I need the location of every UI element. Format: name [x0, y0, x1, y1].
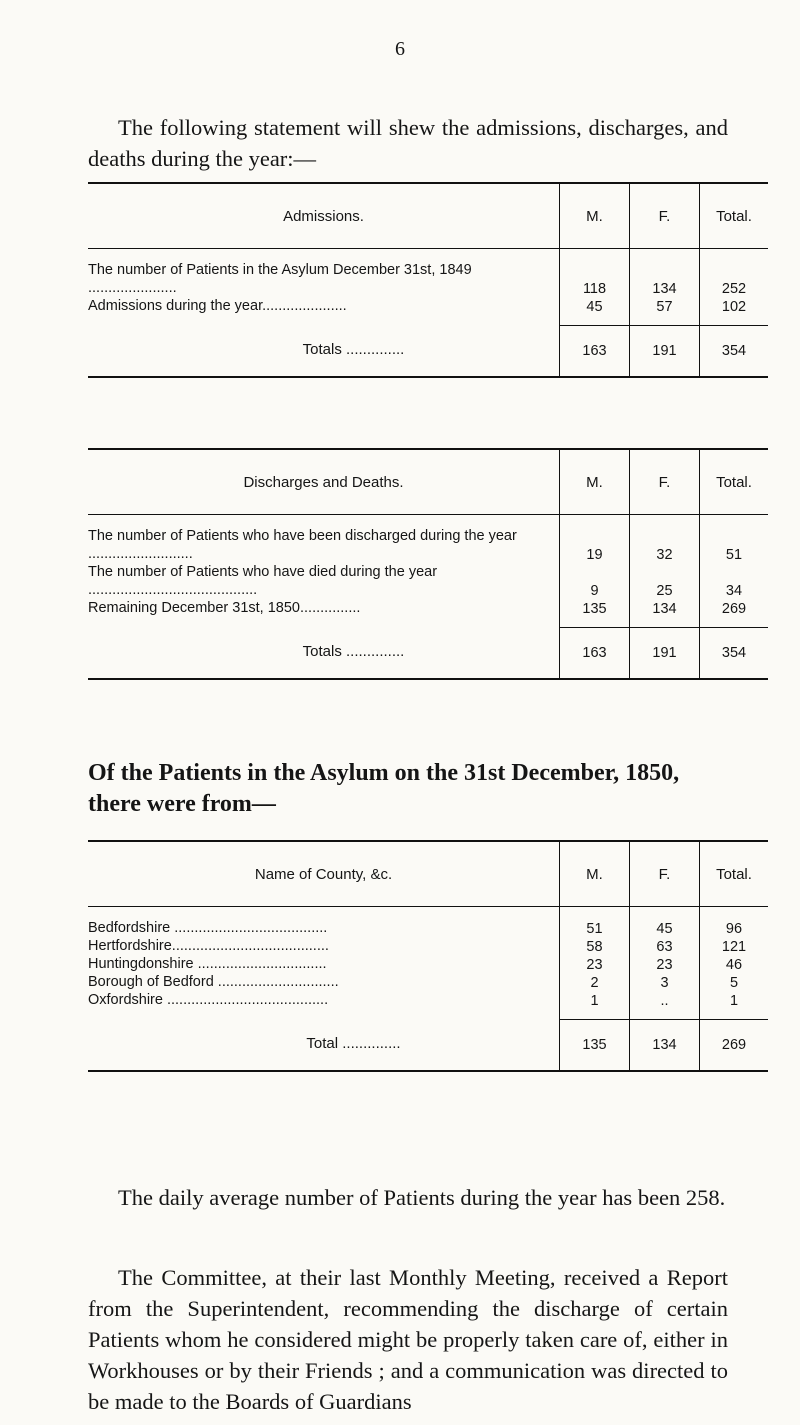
cell-f: 63: [630, 937, 700, 955]
cell-m: 23: [560, 955, 630, 973]
totals-row: [88, 1019, 768, 1071]
cell-total: 46: [700, 955, 769, 973]
totals-label: Totals ..............: [302, 643, 405, 661]
cell-m: 135: [560, 1019, 630, 1071]
cell-total: 354: [700, 325, 769, 377]
cell-total: 121: [700, 937, 769, 955]
totals-label: Total ..............: [306, 1035, 401, 1053]
cell-m: 1: [560, 991, 630, 1019]
cell-f: 25: [630, 563, 700, 599]
cell-total: 269: [700, 599, 769, 627]
table-row: [88, 249, 768, 298]
cell-f: 134: [630, 599, 700, 627]
row-label: Hertfordshire.......................................: [88, 938, 329, 954]
cell-f: 191: [630, 325, 700, 377]
discharges-table: [88, 448, 768, 680]
cell-m: 118: [560, 249, 630, 298]
cell-f: 134: [630, 249, 700, 298]
cell-f: 57: [630, 297, 700, 325]
cell-m: 163: [560, 627, 630, 679]
county-table: [88, 840, 768, 1072]
table-row: [88, 937, 768, 955]
cell-m: 58: [560, 937, 630, 955]
cell-f: 3: [630, 973, 700, 991]
row-label: Bedfordshire ......................................: [88, 920, 328, 936]
county-header-f: F.: [630, 841, 700, 907]
cell-m: 51: [560, 907, 630, 938]
discharges-header-f: F.: [630, 449, 700, 515]
cell-f: 45: [630, 907, 700, 938]
cell-m: 45: [560, 297, 630, 325]
discharges-header-m: M.: [560, 449, 630, 515]
cell-total: 354: [700, 627, 769, 679]
cell-total: 34: [700, 563, 769, 599]
cell-f: ..: [630, 991, 700, 1019]
daily-average-paragraph: The daily average number of Patients during the year has been 258.: [118, 1185, 726, 1210]
cell-m: 9: [560, 563, 630, 599]
totals-row: [88, 627, 768, 679]
admissions-header-label: Admissions.: [88, 183, 560, 249]
cell-m: 19: [560, 515, 630, 564]
cell-total: 96: [700, 907, 769, 938]
admissions-header-total: Total.: [700, 183, 769, 249]
cell-f: 23: [630, 955, 700, 973]
admissions-header-f: F.: [630, 183, 700, 249]
table-row: [88, 991, 768, 1019]
cell-f: 191: [630, 627, 700, 679]
table-row: [88, 599, 768, 627]
cell-total: 51: [700, 515, 769, 564]
committee-paragraph: The Committee, at their last Monthly Meeting, received a Report from the Superintendent, recommending the discharge of certain Patients whom he considered might be properly taken care of, either in Workhouses or by their Friends ; and a communication was directed to be made to the Boards of Guardians: [88, 1265, 728, 1414]
cell-total: 5: [700, 973, 769, 991]
row-label: The number of Patients in the Asylum December 31st, 1849 ......................: [88, 262, 472, 296]
cell-total: 102: [700, 297, 769, 325]
cell-total: 1: [700, 991, 769, 1019]
county-header-total: Total.: [700, 841, 769, 907]
row-label: Remaining December 31st, 1850...............: [88, 600, 361, 616]
table-row: [88, 907, 768, 938]
row-label: The number of Patients who have died during the year ..........................................: [88, 564, 438, 598]
page-number: 6: [395, 38, 405, 60]
admissions-table: [88, 182, 768, 378]
cell-f: 32: [630, 515, 700, 564]
table-row: [88, 955, 768, 973]
row-label: The number of Patients who have been discharged during the year ..........................: [88, 528, 517, 562]
cell-f: 134: [630, 1019, 700, 1071]
cell-m: 163: [560, 325, 630, 377]
county-header-m: M.: [560, 841, 630, 907]
county-header-label: Name of County, &c.: [88, 841, 560, 907]
row-label: Huntingdonshire ................................: [88, 956, 327, 972]
county-heading: Of the Patients in the Asylum on the 31st December, 1850, there were from—: [88, 760, 680, 817]
admissions-header-m: M.: [560, 183, 630, 249]
row-label: Oxfordshire ........................................: [88, 992, 329, 1008]
table-row: [88, 515, 768, 564]
totals-row: [88, 325, 768, 377]
table-row: [88, 973, 768, 991]
totals-label: Totals ..............: [302, 341, 405, 359]
cell-m: 2: [560, 973, 630, 991]
cell-total: 269: [700, 1019, 769, 1071]
table-row: [88, 297, 768, 325]
discharges-header-label: Discharges and Deaths.: [88, 449, 560, 515]
cell-total: 252: [700, 249, 769, 298]
table-row: [88, 563, 768, 599]
row-label: Admissions during the year.....................: [88, 298, 347, 314]
discharges-header-total: Total.: [700, 449, 769, 515]
row-label: Borough of Bedford ..............................: [88, 974, 339, 990]
cell-m: 135: [560, 599, 630, 627]
intro-paragraph: The following statement will shew the admissions, discharges, and deaths during the year:—: [88, 115, 728, 171]
